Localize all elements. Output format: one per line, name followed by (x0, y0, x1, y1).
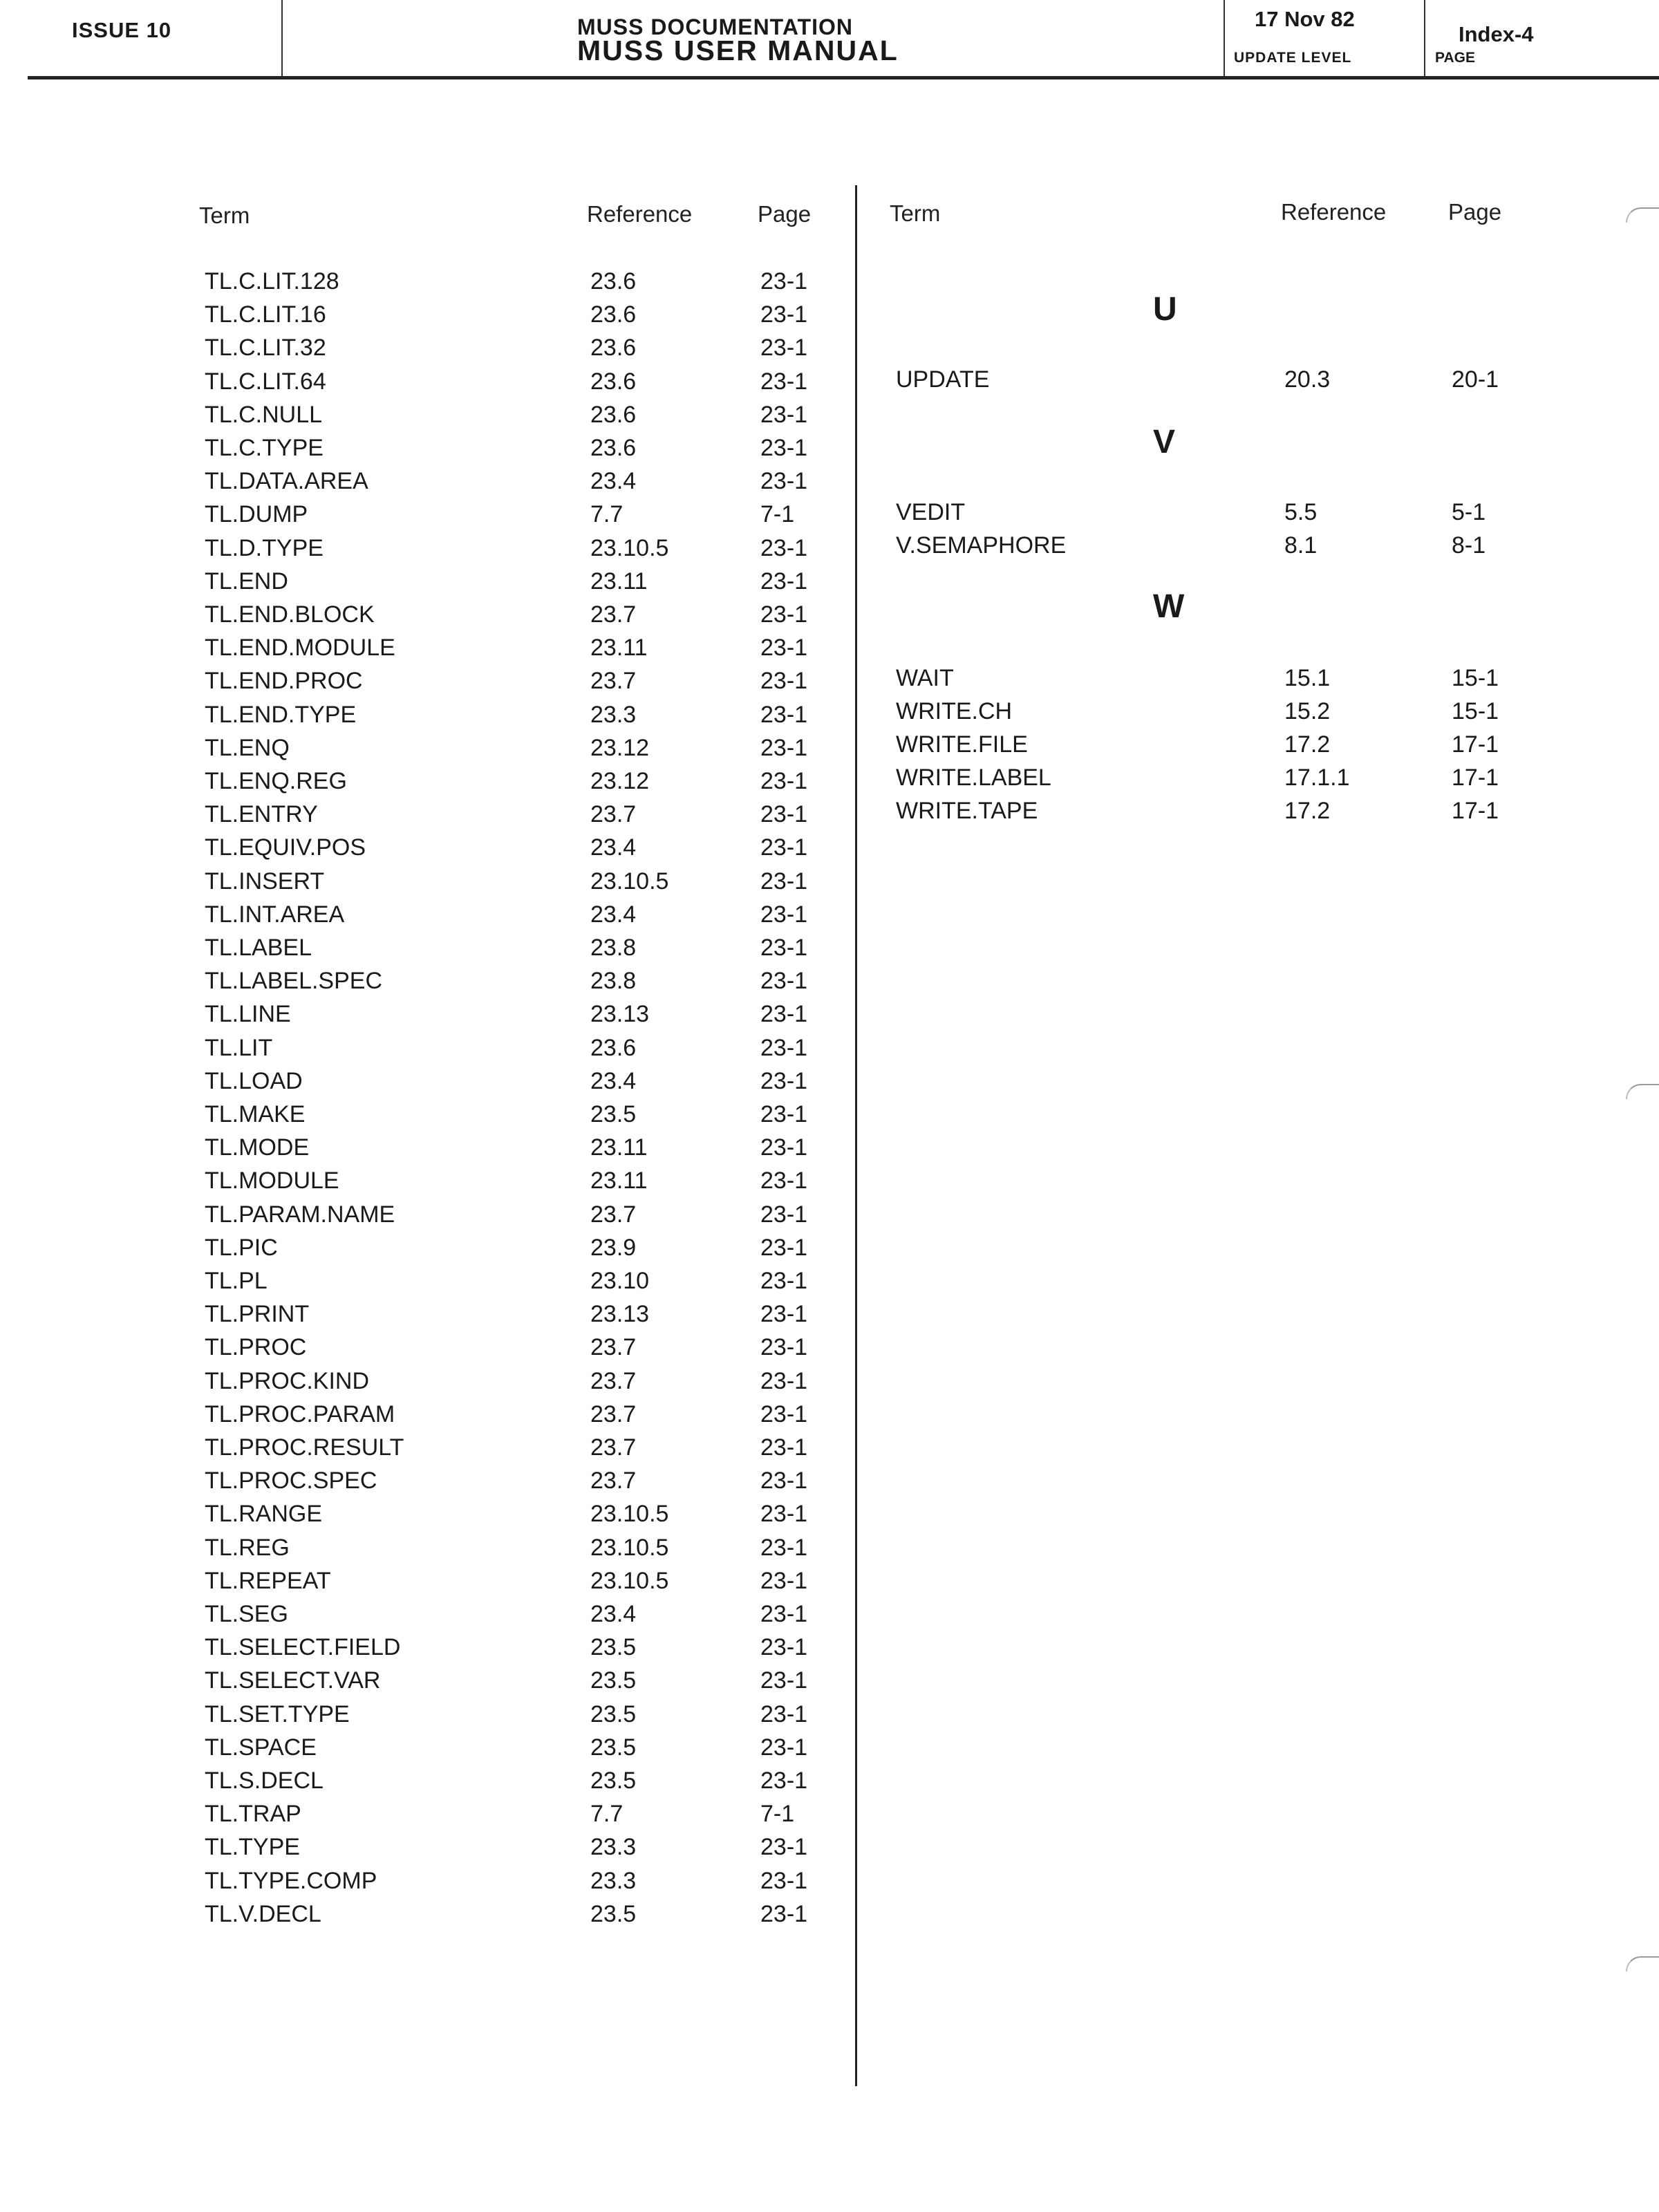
page-label: PAGE (1435, 50, 1475, 66)
entry-term: WAIT (896, 665, 954, 691)
left-term-heading: Term (199, 203, 250, 228)
entry-reference: 23.11 (590, 568, 648, 594)
entry-reference: 23.12 (590, 768, 650, 794)
entry-page: 23-1 (760, 1268, 808, 1294)
entry-page: 23-1 (760, 1734, 808, 1761)
header-divider (1424, 0, 1425, 77)
entry-term: TL.SELECT.FIELD (205, 1634, 401, 1661)
entry-term: TL.SELECT.VAR (205, 1667, 381, 1694)
entry-reference: 23.7 (590, 1367, 637, 1394)
entry-page: 23-1 (760, 401, 808, 428)
entry-reference: 17.1.1 (1284, 765, 1350, 791)
entry-term: TL.END (205, 568, 288, 594)
entry-reference: 23.6 (590, 1034, 637, 1061)
entry-reference: 17.2 (1284, 798, 1331, 824)
entry-page: 23-1 (760, 1134, 808, 1161)
entry-page: 23-1 (760, 1634, 808, 1661)
entry-page: 23-1 (760, 868, 808, 894)
right-term-heading: Term (890, 200, 941, 226)
entry-term: TL.PARAM.NAME (205, 1201, 395, 1228)
entry-reference: 23.5 (590, 1734, 637, 1761)
entry-page: 23-1 (760, 734, 808, 761)
entry-page: 7-1 (760, 1801, 795, 1828)
entry-page: 15-1 (1452, 665, 1499, 691)
entry-reference: 15.2 (1284, 698, 1331, 724)
entry-page: 8-1 (1452, 532, 1486, 559)
entry-reference: 23.13 (590, 1001, 650, 1028)
entry-reference: 7.7 (590, 1801, 624, 1828)
entry-term: TL.DUMP (205, 501, 308, 528)
entry-term: TL.PROC.PARAM (205, 1400, 395, 1427)
entry-page: 23-1 (760, 335, 808, 362)
section-letter: U (1153, 291, 1177, 328)
entry-term: WRITE.CH (896, 698, 1013, 724)
entry-page: 23-1 (760, 801, 808, 828)
entry-term: WRITE.TAPE (896, 798, 1038, 824)
entry-reference: 5.5 (1284, 499, 1318, 525)
entry-reference: 23.6 (590, 368, 637, 395)
entry-reference: 23.7 (590, 601, 637, 628)
entry-term: TL.C.LIT.32 (205, 335, 326, 362)
entry-reference: 23.9 (590, 1234, 637, 1261)
entry-reference: 23.4 (590, 1067, 637, 1094)
entry-page: 23-1 (760, 468, 808, 495)
entry-term: WRITE.LABEL (896, 765, 1051, 791)
entry-reference: 23.8 (590, 968, 637, 995)
entry-term: TL.DATA.AREA (205, 468, 368, 495)
entry-page: 23-1 (760, 1534, 808, 1561)
page-header (0, 0, 1659, 77)
issue-label: ISSUE 10 (72, 18, 172, 42)
page-number: Index-4 (1459, 22, 1534, 46)
entry-reference: 23.5 (590, 1700, 637, 1727)
entry-page: 23-1 (760, 368, 808, 395)
entry-term: TL.SEG (205, 1601, 288, 1627)
header-divider (1224, 0, 1225, 77)
entry-term: TL.ENQ.REG (205, 768, 347, 794)
entry-reference: 23.11 (590, 635, 648, 662)
entry-reference: 23.13 (590, 1301, 650, 1328)
entry-page: 23-1 (760, 1867, 808, 1894)
entry-reference: 23.7 (590, 1468, 637, 1494)
entry-reference: 23.5 (590, 1634, 637, 1661)
entry-page: 7-1 (760, 501, 795, 528)
entry-reference: 23.3 (590, 1834, 637, 1861)
entry-page: 23-1 (760, 901, 808, 928)
entry-page: 23-1 (760, 1367, 808, 1394)
entry-reference: 23.10.5 (590, 534, 669, 561)
entry-reference: 23.4 (590, 901, 637, 928)
entry-term: TL.TRAP (205, 1801, 301, 1828)
entry-term: VEDIT (896, 499, 966, 525)
entry-reference: 23.6 (590, 401, 637, 428)
entry-term: TL.C.LIT.128 (205, 268, 339, 294)
entry-term: TL.REG (205, 1534, 290, 1561)
header-rule (28, 76, 1659, 79)
entry-reference: 23.5 (590, 1667, 637, 1694)
section-letter: V (1153, 424, 1176, 460)
entry-term: WRITE.FILE (896, 731, 1028, 758)
entry-reference: 23.10 (590, 1268, 650, 1294)
entry-page: 23-1 (760, 1234, 808, 1261)
entry-reference: 23.10.5 (590, 1501, 669, 1528)
entry-term: TL.S.DECL (205, 1768, 324, 1794)
entry-term: TL.EQUIV.POS (205, 834, 366, 861)
entry-reference: 23.3 (590, 1867, 637, 1894)
entry-reference: 8.1 (1284, 532, 1318, 559)
entry-page: 17-1 (1452, 731, 1499, 758)
entry-reference: 23.5 (590, 1768, 637, 1794)
entry-term: TL.D.TYPE (205, 534, 324, 561)
entry-page: 23-1 (760, 701, 808, 728)
entry-term: TL.END.PROC (205, 668, 363, 695)
punch-hole-mark (1626, 1956, 1659, 1971)
entry-page: 23-1 (760, 568, 808, 594)
section-letter: W (1153, 588, 1185, 625)
entry-term: V.SEMAPHORE (896, 532, 1067, 559)
entry-reference: 23.3 (590, 701, 637, 728)
entry-term: TL.PROC.SPEC (205, 1468, 377, 1494)
entry-page: 23-1 (760, 601, 808, 628)
entry-page: 23-1 (760, 1700, 808, 1727)
entry-reference: 23.10.5 (590, 868, 669, 894)
entry-reference: 23.6 (590, 435, 637, 461)
entry-page: 23-1 (760, 1601, 808, 1627)
entry-term: TL.PIC (205, 1234, 278, 1261)
entry-reference: 23.7 (590, 668, 637, 695)
entry-term: TL.C.NULL (205, 401, 323, 428)
entry-term: TL.END.TYPE (205, 701, 357, 728)
entry-reference: 23.5 (590, 1101, 637, 1127)
entry-page: 23-1 (760, 635, 808, 662)
entry-page: 23-1 (760, 268, 808, 294)
entry-page: 23-1 (760, 935, 808, 961)
entry-page: 23-1 (760, 1334, 808, 1361)
entry-page: 23-1 (760, 301, 808, 328)
entry-term: UPDATE (896, 366, 990, 393)
entry-term: TL.END.BLOCK (205, 601, 375, 628)
entry-term: TL.LIT (205, 1034, 273, 1061)
doc-series: MUSS DOCUMENTATION (577, 15, 854, 39)
entry-term: TL.INT.AREA (205, 901, 345, 928)
entry-term: TL.ENTRY (205, 801, 318, 828)
entry-term: TL.RANGE (205, 1501, 323, 1528)
entry-term: TL.PRINT (205, 1301, 310, 1328)
entry-reference: 23.11 (590, 1168, 648, 1194)
entry-reference: 23.7 (590, 1201, 637, 1228)
entry-term: TL.INSERT (205, 868, 325, 894)
entry-page: 23-1 (760, 1034, 808, 1061)
entry-page: 23-1 (760, 1301, 808, 1328)
entry-term: TL.MAKE (205, 1101, 306, 1127)
entry-term: TL.SPACE (205, 1734, 317, 1761)
right-reference-heading: Reference (1281, 199, 1387, 225)
left-reference-heading: Reference (587, 201, 693, 227)
entry-term: TL.LOAD (205, 1067, 303, 1094)
entry-page: 23-1 (760, 1834, 808, 1861)
entry-reference: 23.11 (590, 1134, 648, 1161)
entry-term: TL.C.LIT.16 (205, 301, 326, 328)
entry-page: 20-1 (1452, 366, 1499, 393)
entry-page: 23-1 (760, 1101, 808, 1127)
entry-reference: 23.4 (590, 468, 637, 495)
entry-term: TL.LINE (205, 1001, 291, 1028)
entry-reference: 15.1 (1284, 665, 1331, 691)
entry-page: 23-1 (760, 1768, 808, 1794)
entry-term: TL.PROC.RESULT (205, 1434, 404, 1461)
entry-term: TL.LABEL.SPEC (205, 968, 383, 995)
entry-page: 23-1 (760, 1900, 808, 1927)
entry-page: 15-1 (1452, 698, 1499, 724)
entry-term: TL.PROC (205, 1334, 307, 1361)
entry-reference: 23.7 (590, 801, 637, 828)
entry-term: TL.V.DECL (205, 1900, 321, 1927)
entry-term: TL.TYPE (205, 1834, 300, 1861)
entry-term: TL.PL (205, 1268, 268, 1294)
punch-hole-mark (1626, 1084, 1659, 1099)
entry-page: 23-1 (760, 1001, 808, 1028)
entry-page: 23-1 (760, 1400, 808, 1427)
entry-term: TL.MODULE (205, 1168, 339, 1194)
entry-page: 23-1 (760, 1501, 808, 1528)
entry-page: 23-1 (760, 1434, 808, 1461)
entry-page: 23-1 (760, 1667, 808, 1694)
entry-reference: 23.4 (590, 1601, 637, 1627)
entry-term: TL.TYPE.COMP (205, 1867, 377, 1894)
entry-term: TL.LABEL (205, 935, 312, 961)
entry-page: 23-1 (760, 668, 808, 695)
entry-reference: 17.2 (1284, 731, 1331, 758)
entry-page: 23-1 (760, 1567, 808, 1594)
entry-term: TL.PROC.KIND (205, 1367, 370, 1394)
entry-reference: 23.10.5 (590, 1567, 669, 1594)
entry-term: TL.MODE (205, 1134, 310, 1161)
entry-reference: 23.8 (590, 935, 637, 961)
left-page-heading: Page (758, 201, 812, 227)
right-page-heading: Page (1448, 199, 1502, 225)
entry-reference: 23.7 (590, 1400, 637, 1427)
entry-term: TL.C.TYPE (205, 435, 324, 461)
update-date: 17 Nov 82 (1255, 7, 1355, 31)
entry-page: 17-1 (1452, 798, 1499, 824)
doc-title: MUSS USER MANUAL (577, 35, 899, 66)
entry-reference: 23.6 (590, 301, 637, 328)
entry-page: 17-1 (1452, 765, 1499, 791)
column-divider (855, 185, 857, 2086)
entry-term: TL.REPEAT (205, 1567, 331, 1594)
entry-reference: 23.6 (590, 268, 637, 294)
punch-hole-mark (1626, 207, 1659, 223)
entry-page: 23-1 (760, 968, 808, 995)
update-level-label: UPDATE LEVEL (1234, 50, 1352, 66)
entry-page: 5-1 (1452, 499, 1486, 525)
entry-reference: 7.7 (590, 501, 624, 528)
entry-reference: 23.4 (590, 834, 637, 861)
entry-reference: 23.6 (590, 335, 637, 362)
entry-page: 23-1 (760, 834, 808, 861)
entry-term: TL.END.MODULE (205, 635, 395, 662)
entry-reference: 20.3 (1284, 366, 1331, 393)
entry-page: 23-1 (760, 435, 808, 461)
entry-page: 23-1 (760, 1468, 808, 1494)
entry-reference: 23.5 (590, 1900, 637, 1927)
document-title (577, 17, 899, 64)
entry-term: TL.ENQ (205, 734, 290, 761)
entry-page: 23-1 (760, 534, 808, 561)
entry-reference: 23.12 (590, 734, 650, 761)
entry-reference: 23.10.5 (590, 1534, 669, 1561)
entry-reference: 23.7 (590, 1334, 637, 1361)
entry-term: TL.C.LIT.64 (205, 368, 326, 395)
header-divider (281, 0, 283, 77)
entry-page: 23-1 (760, 768, 808, 794)
entry-page: 23-1 (760, 1168, 808, 1194)
entry-page: 23-1 (760, 1201, 808, 1228)
entry-page: 23-1 (760, 1067, 808, 1094)
entry-term: TL.SET.TYPE (205, 1700, 350, 1727)
entry-reference: 23.7 (590, 1434, 637, 1461)
